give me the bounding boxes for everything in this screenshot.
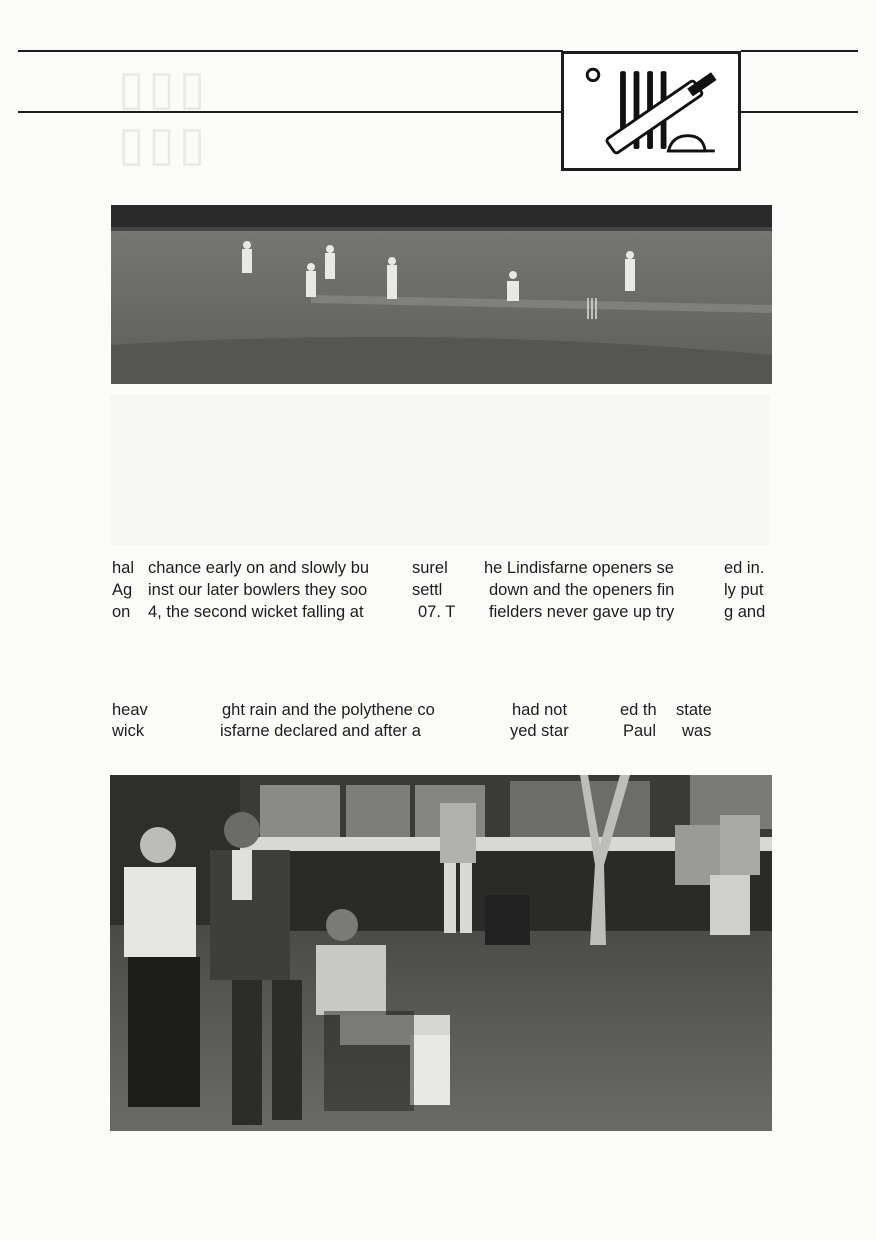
text-fragment: ly put [724,581,764,599]
text-fragment: yed star [510,722,569,740]
text-fragment: ed in. [724,559,765,577]
text-fragment: heav [112,701,148,719]
text-fragment: inst our later bowlers they soo [148,581,368,599]
article-line [112,700,772,720]
faded-paragraph [110,395,770,545]
text-fragment: chance early on and slowly bu [148,559,370,577]
cricket-emblem-icon [561,51,741,171]
spectators-photo [110,775,772,1131]
text-fragment: ed th [620,701,657,719]
article-line [112,602,772,622]
text-fragment: was [682,722,712,740]
text-fragment: on [112,603,131,621]
text-fragment: settl [412,581,443,599]
article-line [112,580,772,600]
text-fragment: he Lindisfarne openers se [484,559,674,577]
text-fragment: isfarne declared and after a [220,722,421,740]
text-fragment: 4, the second wicket falling at [148,603,364,621]
cricket-match-photo [111,205,772,384]
article-line [112,558,772,578]
faded-heading: ▯▯▯ ▯▯▯ [118,60,210,172]
text-fragment: Paul [623,722,657,740]
article-line [112,721,772,741]
text-fragment: fielders never gave up try [489,603,675,621]
text-fragment: wick [112,722,145,740]
text-fragment: down and the openers fin [489,581,675,599]
header-bottom-rule-right [741,111,858,113]
text-fragment: had not [512,701,568,719]
text-fragment: 07. T [418,603,456,621]
text-fragment: surel [412,559,448,577]
text-fragment: g and [724,603,766,621]
text-fragment: ght rain and the polythene co [222,701,435,719]
text-fragment: state [676,701,712,719]
header-top-rule-right [741,50,858,52]
header-top-rule [18,50,563,52]
text-fragment: Ag [112,581,133,599]
text-fragment: hal [112,559,135,577]
